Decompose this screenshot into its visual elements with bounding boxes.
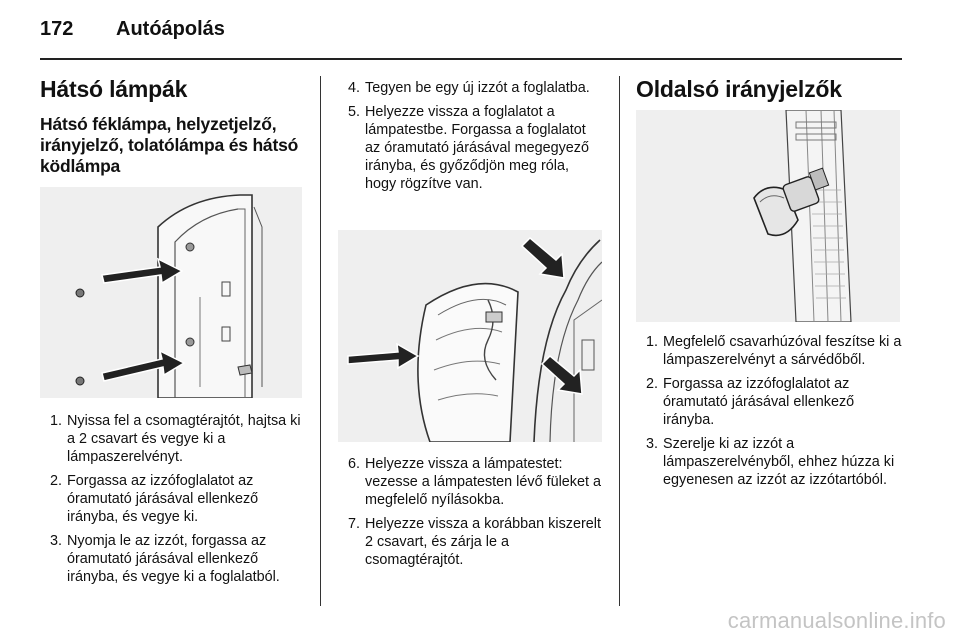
step-text: Megfelelő csavarhúzóval feszítse ki a lámpaszerelvényt a sárvédőből. [663,334,902,368]
list-item [636,333,902,369]
page-header [40,18,225,48]
page-number: 172 [40,18,74,40]
column-divider [619,76,620,606]
step-number: 2. [49,473,62,489]
list-item [40,472,310,526]
rear-lamps-final-steps [338,455,604,575]
list-item [40,532,310,586]
list-item [338,515,604,569]
step-number: 1. [49,413,62,429]
list-item [338,79,604,97]
step-text: Tegyen be egy új izzót a foglalatba. [365,80,590,96]
step-number: 7. [347,516,360,532]
list-item [636,435,902,489]
rear-lamps-subheading: Hátsó féklámpa, helyzetjelző, irányjelző, tolatólámpa és hátsó ködlámpa [40,114,299,176]
step-number: 4. [347,80,360,96]
side-indicators-heading: Oldalsó irányjelzők [636,76,842,102]
list-item [338,455,604,509]
step-text: Helyezze vissza a foglalatot a lámpatestbe. Forgassa a foglalatot az óramutató járásával megegyező irányba, és győződjön meg róla, hogy rögzítve van. [365,104,589,192]
rear-lamps-heading: Hátsó lámpák [40,76,188,102]
side-indicators-steps [636,333,902,495]
column-divider [320,76,321,606]
rear-lamps-steps-continued [338,79,604,199]
step-text: Nyissa fel a csomagtérajtót, hajtsa ki a 2 csavart és vegye ki a lámpaszerelvényt. [67,413,301,465]
step-text: Nyomja le az izzót, forgassa az óramutató járásával ellenkező irányba, és vegye ki a foglalatból. [67,533,280,585]
rear-lamp-removal-illustration [40,187,302,398]
step-number: 3. [645,436,658,452]
side-indicator-illustration [636,110,900,322]
rear-lamps-column [40,60,306,177]
step-number: 5. [347,104,360,120]
step-text: Forgassa az izzófoglalatot az óramutató járásával ellenkező irányba. [663,376,855,428]
step-number: 6. [347,456,360,472]
step-number: 2. [645,376,658,392]
step-text: Forgassa az izzófoglalatot az óramutató járásával ellenkező irányba, és vegye ki. [67,473,259,525]
rear-lamps-steps [40,412,310,592]
side-indicators-column [636,60,902,104]
section-title: Autóápolás [116,18,225,40]
list-item [40,412,310,466]
lamp-housing-installation-illustration [338,230,602,442]
step-number: 1. [645,334,658,350]
list-item [636,375,902,429]
step-text: Helyezze vissza a lámpatestet: vezesse a lámpatesten lévő füleket a megfelelő nyílásokba. [365,456,601,508]
step-text: Helyezze vissza a korábban kiszerelt 2 csavart, és zárja le a csomagtérajtót. [365,516,601,568]
step-text: Szerelje ki az izzót a lámpaszerelvényből, ehhez húzza ki egyenesen az izzót az izzótartóból. [663,436,895,488]
watermark: carmanualsonline.info [727,608,946,633]
step-number: 3. [49,533,62,549]
list-item [338,103,604,193]
